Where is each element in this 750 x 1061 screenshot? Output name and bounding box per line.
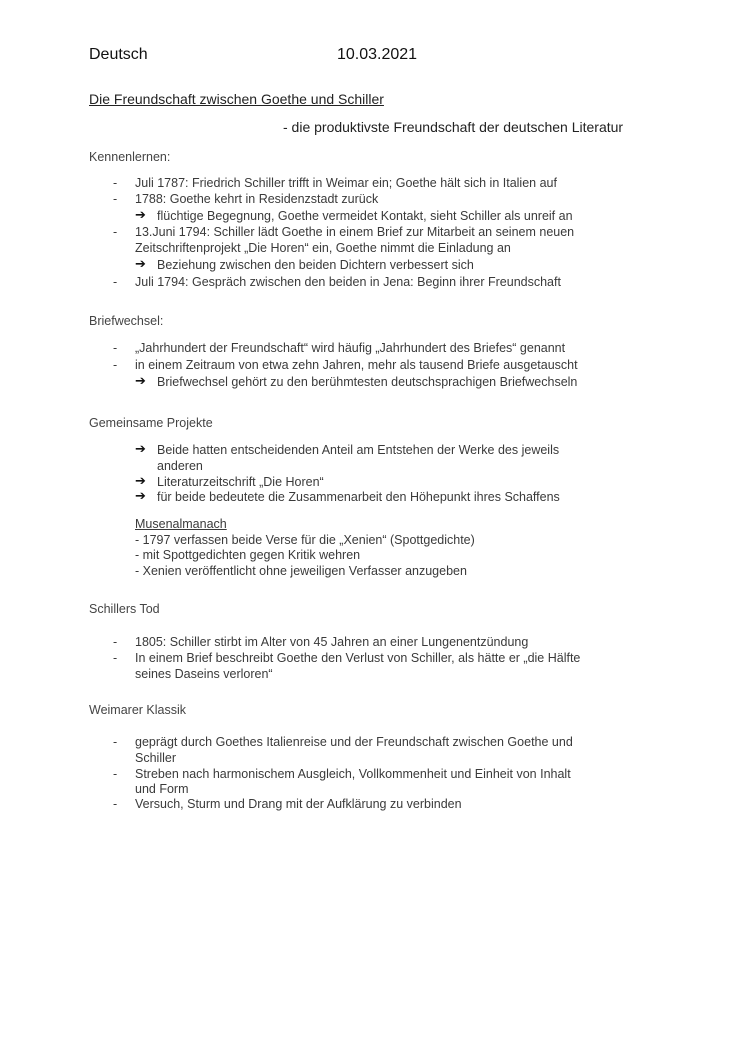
list-item: 1788: Goethe kehrt in Residenzstadt zurück — [135, 192, 379, 206]
bullet-dash: - — [113, 635, 118, 649]
list-item: - Xenien veröffentlicht ohne jeweiligen Verfasser anzugeben — [135, 564, 467, 578]
list-item: Versuch, Sturm und Drang mit der Aufklärung zu verbinden — [135, 797, 462, 811]
list-item: Juli 1787: Friedrich Schiller trifft in Weimar ein; Goethe hält sich in Italien auf — [135, 176, 557, 190]
list-item: „Jahrhundert der Freundschaft“ wird häufig „Jahrhundert des Briefes“ genannt — [135, 341, 566, 355]
section-heading-projekte: Gemeinsame Projekte — [89, 416, 213, 430]
list-item: In einem Brief beschreibt Goethe den Verlust von Schiller, als hätte er „die Hälfte — [135, 651, 581, 665]
list-item: anderen — [157, 459, 203, 473]
list-item: flüchtige Begegnung, Goethe vermeidet Kontakt, sieht Schiller als unreif an — [157, 209, 573, 223]
arrow-icon: ➔ — [135, 488, 146, 503]
list-item: für beide bedeutete die Zusammenarbeit den Höhepunkt ihres Schaffens — [157, 490, 560, 504]
bullet-dash: - — [113, 767, 118, 781]
arrow-icon: ➔ — [135, 207, 146, 222]
list-item: 13.Juni 1794: Schiller lädt Goethe in einem Brief zur Mitarbeit an seinem neuen — [135, 225, 575, 239]
bullet-dash: - — [113, 651, 118, 665]
date-label: 10.03.2021 — [337, 46, 418, 63]
list-item: Zeitschriftenprojekt „Die Horen“ ein, Goethe nimmt die Einladung an — [135, 241, 511, 255]
arrow-icon: ➔ — [135, 473, 146, 488]
bullet-dash: - — [113, 176, 118, 190]
page-subtitle: - die produktivste Freundschaft der deutschen Literatur — [283, 119, 624, 135]
list-item: Streben nach harmonischem Ausgleich, Vollkommenheit und Einheit von Inhalt — [135, 767, 571, 781]
list-item: Juli 1794: Gespräch zwischen den beiden in Jena: Beginn ihrer Freundschaft — [135, 275, 561, 289]
subject-label: Deutsch — [89, 46, 148, 63]
arrow-icon: ➔ — [135, 373, 146, 388]
list-item: - mit Spottgedichten gegen Kritik wehren — [135, 548, 361, 562]
list-item: und Form — [135, 782, 189, 796]
bullet-dash: - — [113, 797, 118, 811]
list-item: Briefwechsel gehört zu den berühmtesten deutschsprachigen Briefwechseln — [157, 375, 578, 389]
subsection-heading-musenalmanach: Musenalmanach — [135, 517, 227, 531]
bullet-dash: - — [113, 341, 118, 355]
arrow-icon: ➔ — [135, 441, 146, 456]
list-item: - 1797 verfassen beide Verse für die „Xenien“ (Spottgedichte) — [135, 533, 475, 547]
section-heading-klassik: Weimarer Klassik — [89, 703, 187, 717]
bullet-dash: - — [113, 225, 118, 239]
list-item: Literaturzeitschrift „Die Horen“ — [157, 475, 324, 489]
list-item: in einem Zeitraum von etwa zehn Jahren, mehr als tausend Briefe ausgetauscht — [135, 358, 578, 372]
bullet-dash: - — [113, 735, 118, 749]
list-item: geprägt durch Goethes Italienreise und der Freundschaft zwischen Goethe und — [135, 735, 573, 749]
list-item: Beide hatten entscheidenden Anteil am Entstehen der Werke des jeweils — [157, 443, 560, 457]
list-item: Schiller — [135, 751, 176, 765]
bullet-dash: - — [113, 358, 118, 372]
list-item: Beziehung zwischen den beiden Dichtern verbessert sich — [157, 258, 474, 272]
list-item: seines Daseins verloren“ — [135, 667, 273, 681]
list-item: 1805: Schiller stirbt im Alter von 45 Jahren an einer Lungenentzündung — [135, 635, 529, 649]
section-heading-briefwechsel: Briefwechsel: — [89, 314, 164, 328]
bullet-dash: - — [113, 275, 118, 289]
section-heading-kennenlernen: Kennenlernen: — [89, 150, 171, 164]
page-title: Die Freundschaft zwischen Goethe und Schiller — [89, 91, 384, 107]
bullet-dash: - — [113, 192, 118, 206]
arrow-icon: ➔ — [135, 256, 146, 271]
section-heading-tod: Schillers Tod — [89, 602, 160, 616]
